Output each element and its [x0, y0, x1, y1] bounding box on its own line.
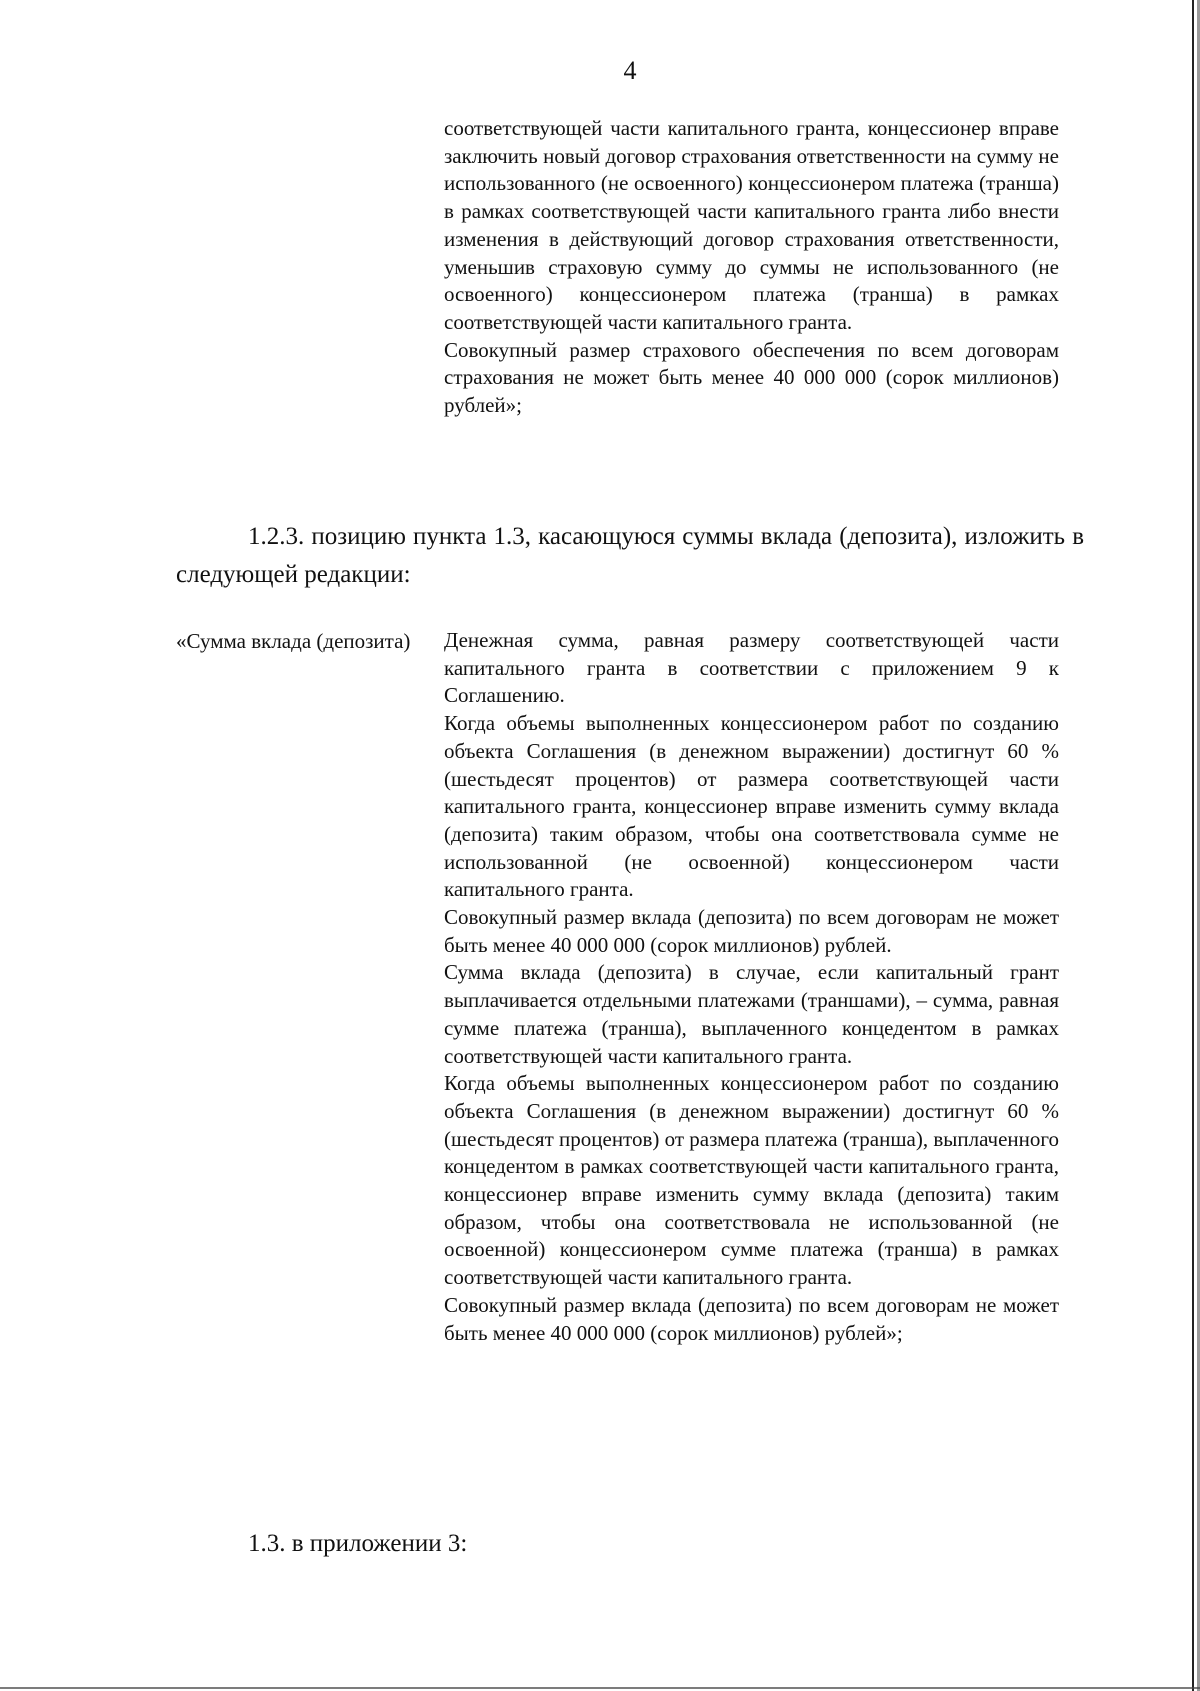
deposit-paragraph: Сумма вклада (депозита) в случае, если капитальный грант выплачивается отдельными платежами (траншами), – сумма, равная сумме платежа (транша), выплаченного концедентом в рамках соответствующей части капитального гранта.: [444, 960, 1059, 1068]
deposit-paragraph: Денежная сумма, равная размеру соответствующей части капитального гранта в соответствии с приложением 9 к Соглашению.: [444, 628, 1059, 708]
deposit-paragraph: Совокупный размер вклада (депозита) по всем договорам не может быть менее 40 000 000 (сорок миллионов) рублей»;: [444, 1292, 1059, 1345]
insurance-continuation-block: [444, 115, 1059, 420]
clause-1-2-3-text: 1.2.3. позицию пункта 1.3, касающуюся суммы вклада (депозита), изложить в следующей редакции:: [176, 523, 1084, 588]
deposit-paragraph: Совокупный размер вклада (депозита) по всем договорам не может быть менее 40 000 000 (сорок миллионов) рублей.: [444, 905, 1059, 957]
clause-1-3: [176, 1525, 1084, 1563]
deposit-paragraph: Когда объемы выполненных концессионером работ по созданию объекта Соглашения (в денежном выражении) достигнут 60 % (шестьдесят процентов) от размера платежа (транша), выплаченного концедентом в рамках соответствующей части капитального гранта, концессионер вправе изменить сумму вклада (депозита) таким образом, чтобы она соответствовала не использованной (не освоенной) концессионером сумме платежа (транша) в рамках соответствующей части капитального гранта.: [444, 1071, 1059, 1290]
deposit-definition-block: [444, 627, 1059, 1347]
page-number: 4: [623, 56, 637, 85]
insurance-total-paragraph: Совокупный размер страхового обеспечения по всем договорам страхования не может быть менее 40 000 000 (сорок миллионов) рублей»;: [444, 337, 1059, 418]
clause-1-3-text: 1.3. в приложении 3:: [248, 1530, 468, 1557]
scan-edge-bottom: [0, 1687, 1200, 1689]
insurance-paragraph: соответствующей части капитального гранта, концессионер вправе заключить новый договор страхования ответственности на сумму не использованного (не освоенного) концессионером платежа (транша) в рамках соответствующей части капитального гранта либо внести изменения в действующий договор страхования ответственности, уменьшив страховую сумму до суммы не использованного (не освоенного) концессионером платежа (транша) в рамках соответствующей части капитального гранта.: [444, 116, 1059, 334]
clause-1-2-3: [176, 518, 1084, 594]
deposit-paragraph: Когда объемы выполненных концессионером работ по созданию объекта Соглашения (в денежном выражении) достигнут 60 % (шестьдесят процентов) от размера соответствующей части капитального гранта, концессионер вправе изменить сумму вклада (депозита) таким образом, чтобы она соответствовала сумме не использованной (не освоенной) концессионером части капитального гранта.: [444, 711, 1059, 902]
scan-edge-right: [1192, 0, 1194, 1691]
deposit-term-label: «Сумма вклада (депозита): [176, 629, 411, 653]
